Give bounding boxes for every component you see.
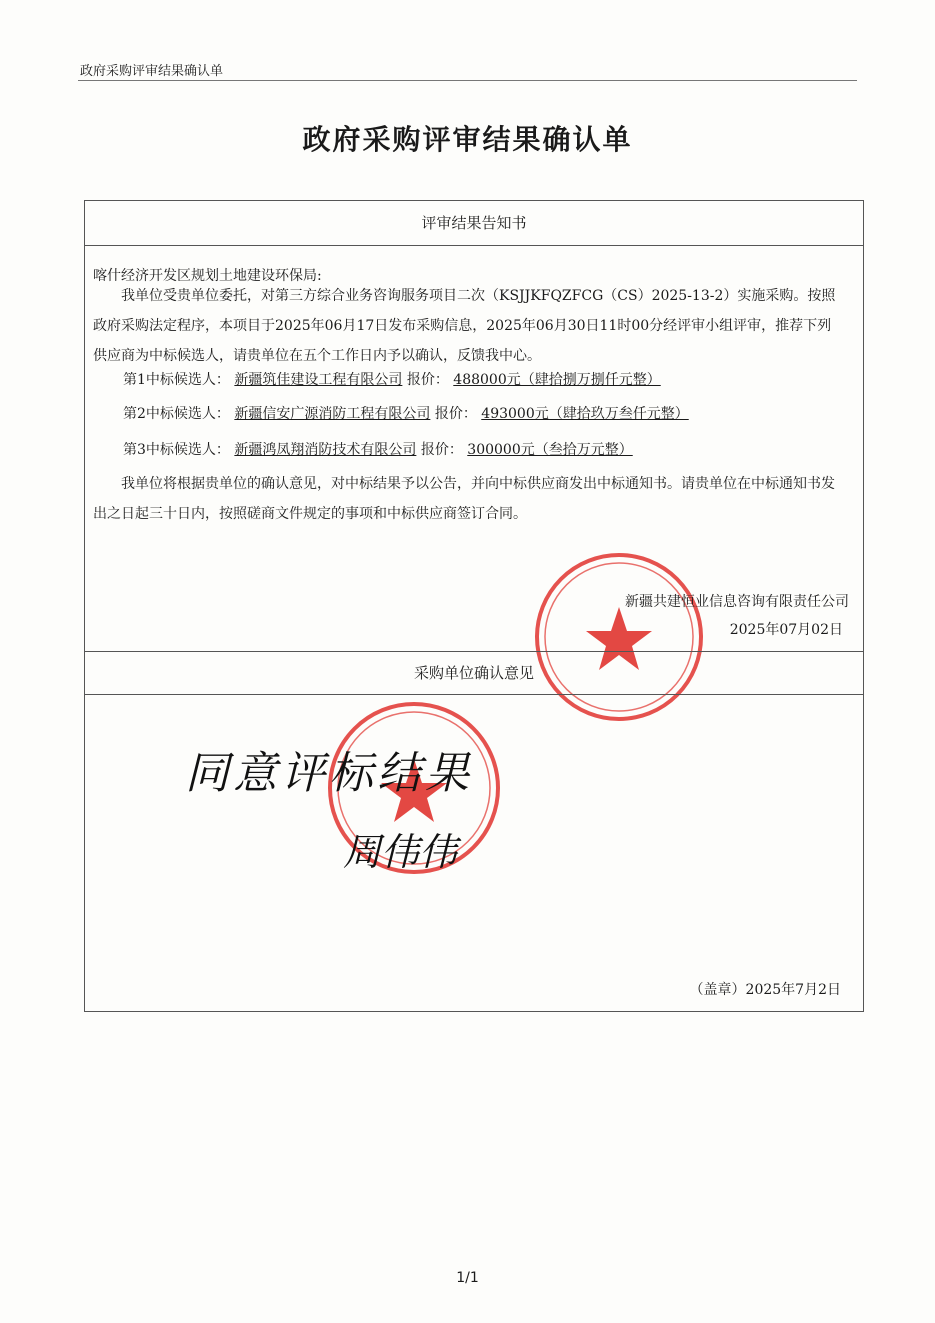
candidate-2 xyxy=(123,403,689,423)
page-number: 1/1 xyxy=(456,1270,479,1286)
candidate-price-label: 报价： xyxy=(420,442,463,458)
candidate-name: 新疆筑佳建设工程有限公司 xyxy=(234,372,403,388)
candidate-name: 新疆鸿凤翔消防技术有限公司 xyxy=(234,442,417,458)
issuer-date: 2025年07月02日 xyxy=(729,622,843,638)
candidate-price-label: 报价： xyxy=(406,372,449,388)
header-label: 政府采购评审结果确认单 xyxy=(80,64,224,79)
candidate-name: 新疆信安广源消防工程有限公司 xyxy=(234,406,431,422)
notice-heading: 评审结果告知书 xyxy=(85,201,863,246)
document-title: 政府采购评审结果确认单 xyxy=(302,123,633,156)
issuer-name: 新疆共建恒业信息咨询有限责任公司 xyxy=(625,594,849,610)
candidate-price: 493000元（肆拾玖万叁仟元整） xyxy=(481,406,689,422)
candidate-label: 第2中标候选人： xyxy=(123,406,230,422)
candidate-price: 488000元（肆拾捌万捌仟元整） xyxy=(453,372,661,388)
candidate-3 xyxy=(123,439,633,459)
candidate-1 xyxy=(123,369,661,389)
candidate-label: 第3中标候选人： xyxy=(123,442,230,458)
candidate-price-label: 报价： xyxy=(434,406,477,422)
candidate-label: 第1中标候选人： xyxy=(123,372,230,388)
confirmation-heading: 采购单位确认意见 xyxy=(85,651,863,695)
handwritten-approval: 同意评标结果 xyxy=(185,748,473,799)
notice-paragraph-1: 我单位受贵单位委托，对第三方综合业务咨询服务项目二次（KSJJKFQZFCG（CS）2025-13-2）实施采购。按照政府采购法定程序，本项目于2025年06月17日发布采购信息，2025年06月30日11时00分经评审小组评审，推荐下列供应商为中标候选人，请贵单位在五个工作日内予以确认，反馈我中心。 xyxy=(93,288,836,364)
addressee: 喀什经济开发区规划土地建设环保局: xyxy=(93,268,322,284)
confirmation-date: （盖章）2025年7月2日 xyxy=(689,982,841,998)
confirmation-form xyxy=(84,200,864,1012)
handwritten-signature: 周伟伟 xyxy=(343,830,458,874)
header-rule xyxy=(78,80,857,81)
issuer-seal-stamp xyxy=(531,549,707,725)
notice-paragraph-2: 我单位将根据贵单位的确认意见，对中标结果予以公告，并向中标供应商发出中标通知书。请贵单位在中标通知书发出之日起三十日内，按照磋商文件规定的事项和中标供应商签订合同。 xyxy=(93,476,835,522)
candidate-price: 300000元（叁拾万元整） xyxy=(467,442,633,458)
